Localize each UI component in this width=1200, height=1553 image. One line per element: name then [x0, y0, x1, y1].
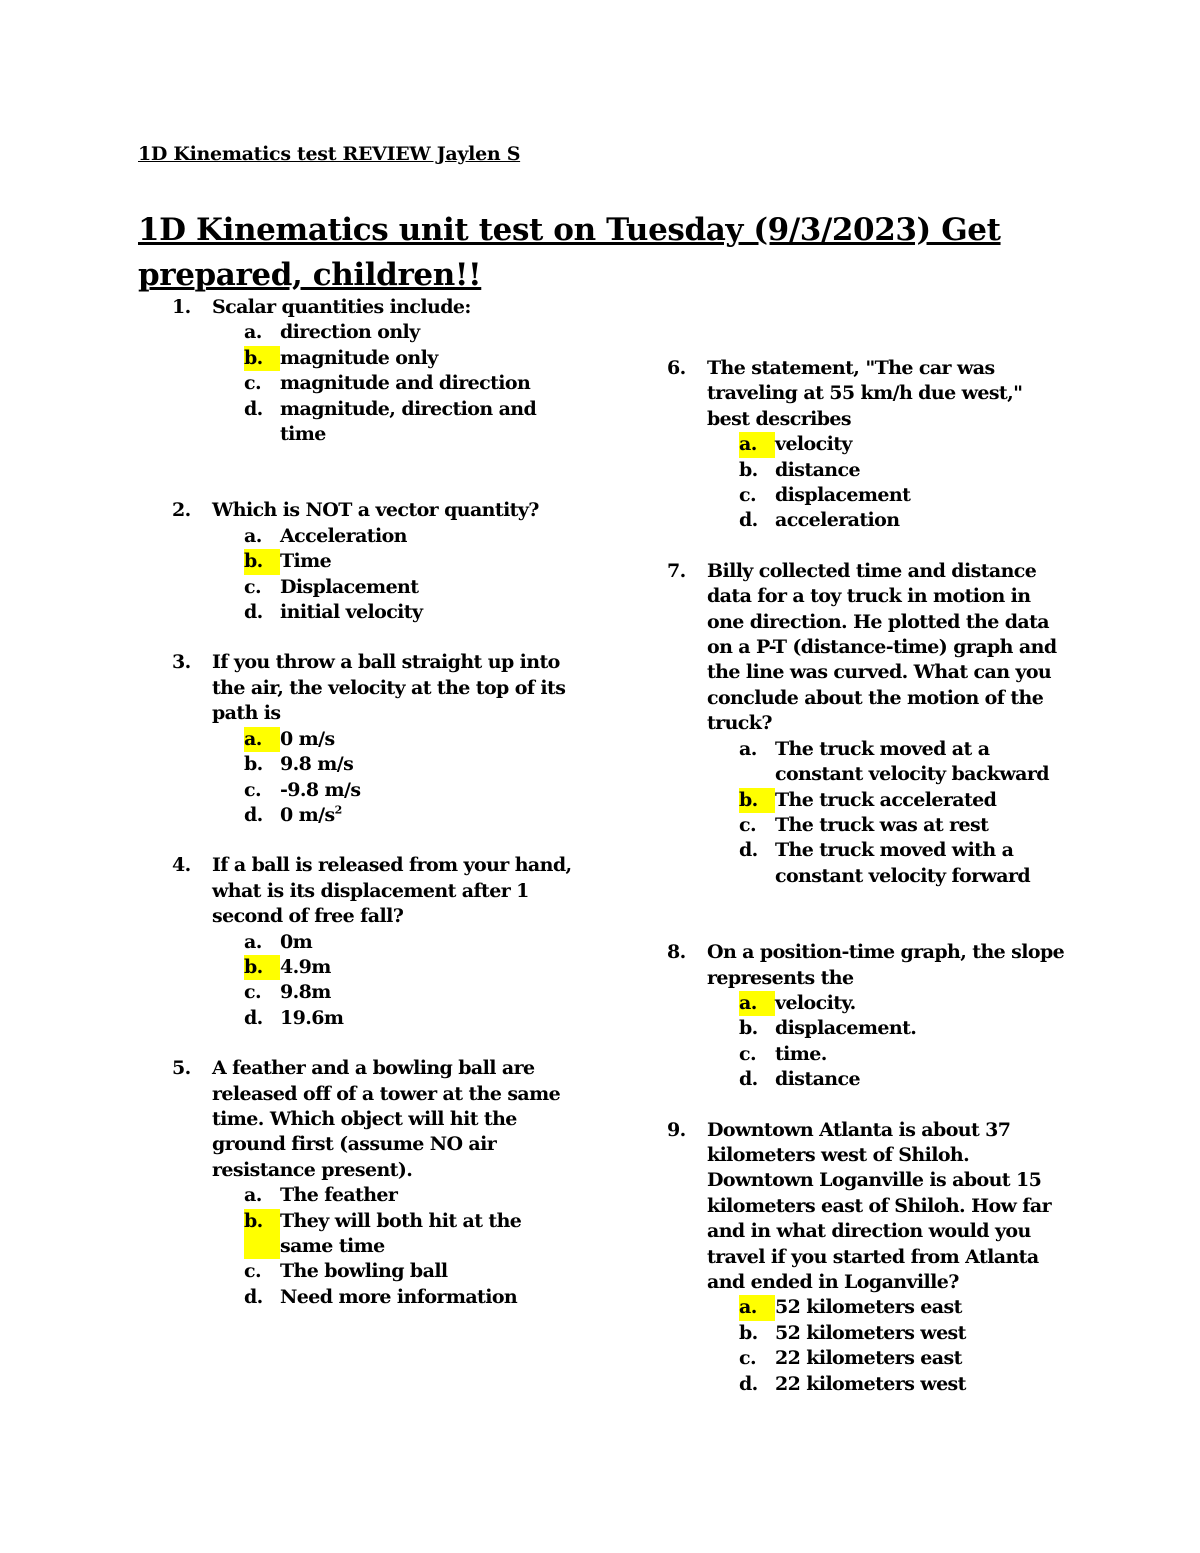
- question-8: [667, 940, 1067, 1092]
- question-number: 2.: [172, 499, 191, 522]
- question-1: [172, 295, 572, 447]
- answer-text-content: 19.6m: [280, 1006, 344, 1029]
- answer-letter: d.: [739, 509, 758, 532]
- answer-option: [739, 432, 1067, 457]
- page-headline: [138, 208, 1068, 298]
- answer-letter: c.: [244, 778, 261, 801]
- answer-text-content: The truck moved at a constant velocity backward: [775, 737, 1049, 786]
- answer-text: [775, 1067, 1067, 1092]
- answer-letter: b.: [739, 458, 758, 481]
- answer-option: [244, 346, 572, 371]
- answer-option: [739, 838, 1067, 889]
- answer-text-content: distance: [775, 458, 860, 481]
- answer-letter: a.: [244, 524, 262, 547]
- question-stem: [172, 1056, 572, 1183]
- answer-text: [280, 1259, 572, 1284]
- answer-text-content: velocity.: [775, 991, 856, 1014]
- answer-letter: b.: [739, 1017, 758, 1040]
- answer-option: [739, 1346, 1067, 1371]
- answer-letter: c.: [739, 1347, 756, 1370]
- answer-letter: c.: [739, 484, 756, 507]
- question-number: 4.: [172, 854, 191, 877]
- answer-letter: d.: [244, 397, 263, 420]
- question-spacer: [667, 534, 1067, 559]
- answer-text-content: 9.8m: [280, 981, 331, 1004]
- answer-text: [280, 955, 572, 980]
- answer-option: [244, 727, 572, 752]
- answer-text-content: velocity: [775, 433, 852, 456]
- answer-text-content: Acceleration: [280, 524, 407, 547]
- question-text: If you throw a ball straight up into the air, the velocity at the top of its path is: [212, 651, 566, 725]
- answer-letter: b.: [739, 1321, 758, 1344]
- answer-text: [280, 575, 572, 600]
- answer-text-content: 22 kilometers east: [775, 1347, 962, 1370]
- answer-text-content: 4.9m: [280, 955, 331, 978]
- headline-text: 1D Kinematics unit test on Tuesday (9/3/2023) Get prepared, children!!: [138, 212, 1001, 293]
- answer-options: [172, 1183, 572, 1310]
- answer-text: [775, 737, 1067, 788]
- answer-option: [244, 803, 572, 828]
- superscript: 2: [334, 803, 342, 817]
- question-stem: [667, 1118, 1067, 1296]
- answer-text: [280, 600, 572, 625]
- answer-text-content: 22 kilometers west: [775, 1372, 966, 1395]
- answer-text-content: Displacement: [280, 575, 419, 598]
- answer-letter: c.: [244, 372, 261, 395]
- answer-text: [775, 788, 1067, 813]
- question-number: 6.: [667, 357, 686, 379]
- answer-letter: c.: [244, 1260, 261, 1283]
- answer-text: [775, 1016, 1067, 1041]
- answer-option: [244, 955, 572, 980]
- answer-letter: d.: [739, 1068, 758, 1091]
- answer-text-content: magnitude, direction and time: [280, 397, 537, 446]
- question-spacer: [172, 1031, 572, 1056]
- question-text: Which is NOT a vector quantity?: [212, 499, 539, 522]
- question-number: 3.: [172, 651, 191, 674]
- answer-letter: a.: [244, 930, 262, 953]
- answer-text-content: displacement.: [775, 1017, 917, 1040]
- answer-option: [739, 508, 1067, 533]
- answer-text-content: 52 kilometers east: [775, 1296, 962, 1319]
- answer-text-content: The bowling ball: [280, 1260, 448, 1283]
- answer-option: [739, 1016, 1067, 1041]
- highlighted-answer-letter: a.: [739, 991, 775, 1016]
- answer-option: [244, 1209, 572, 1260]
- answer-text: [280, 524, 572, 549]
- answer-text-content: acceleration: [775, 509, 900, 532]
- answer-option: [244, 778, 572, 803]
- answer-option: [739, 458, 1067, 483]
- answer-letter: a.: [244, 321, 262, 344]
- answer-letter: c.: [244, 981, 261, 1004]
- answer-text-content: 9.8 m/s: [280, 753, 354, 776]
- question-stem: [172, 650, 572, 726]
- answer-option: [244, 980, 572, 1005]
- answer-text-content: displacement: [775, 484, 911, 507]
- answer-text: [280, 1183, 572, 1208]
- question-text: Downtown Atlanta is about 37 kilometers west of Shiloh. Downtown Loganville is about 15 kilometers east of Shiloh. How far and in what direction would you travel if you started from Atlanta and ended in Loganville?: [707, 1118, 1051, 1293]
- answer-option: [244, 1259, 572, 1284]
- highlighted-answer-letter: a.: [739, 1295, 775, 1320]
- highlighted-answer-letter: a.: [244, 727, 280, 752]
- answer-letter: c.: [739, 1042, 756, 1065]
- question-number: 9.: [667, 1118, 686, 1141]
- answer-text-content: The truck accelerated: [775, 788, 997, 811]
- answer-text: [280, 1209, 572, 1260]
- answer-letter: c.: [739, 813, 756, 836]
- highlighted-answer-letter: b.: [244, 955, 280, 980]
- question-text: The statement, "The car was traveling at 55 km/h due west," best describes: [707, 357, 1023, 430]
- document-title: 1D Kinematics test REVIEW Jaylen S: [138, 143, 521, 165]
- answer-text-content: direction only: [280, 321, 420, 344]
- question-stem: [667, 356, 1067, 432]
- answer-option: [739, 1295, 1067, 1320]
- answer-text-content: The truck was at rest: [775, 813, 989, 836]
- answer-text: [280, 320, 572, 345]
- answer-text: [280, 752, 572, 777]
- answer-letter: d.: [739, 1372, 758, 1395]
- answer-letter: d.: [739, 839, 758, 862]
- question-text: Scalar quantities include:: [212, 296, 471, 318]
- answer-text-content: The feather: [280, 1184, 398, 1207]
- answer-option: [244, 575, 572, 600]
- answer-text: [775, 1295, 1067, 1320]
- answer-text: [775, 1042, 1067, 1067]
- answer-text: [280, 727, 572, 752]
- answer-options: [172, 320, 572, 447]
- question-stem: [172, 295, 572, 320]
- answer-text-content: Need more information: [280, 1285, 518, 1308]
- answer-text: [280, 397, 572, 448]
- answer-letter: a.: [739, 737, 757, 760]
- answer-option: [739, 1042, 1067, 1067]
- question-spacer: [172, 625, 572, 650]
- answer-text-content: 0 m/s: [280, 727, 335, 750]
- answer-options: [667, 1295, 1067, 1397]
- answer-option: [739, 991, 1067, 1016]
- question-2: [172, 498, 572, 625]
- answer-option: [739, 1067, 1067, 1092]
- answer-options: [667, 737, 1067, 889]
- answer-option: [244, 600, 572, 625]
- question-text: A feather and a bowling ball are released off of a tower at the same time. Which object will hit the ground first (assume NO air resistance present).: [212, 1057, 561, 1181]
- question-stem: [667, 559, 1067, 737]
- answer-text-content: The truck moved with a constant velocity forward: [775, 839, 1031, 887]
- answer-text: [280, 1006, 572, 1031]
- answer-option: [244, 1006, 572, 1031]
- highlighted-answer-letter: b.: [739, 788, 775, 813]
- answer-text-content: magnitude and direction: [280, 372, 531, 395]
- answer-option: [739, 788, 1067, 813]
- answer-letter: d.: [244, 1006, 263, 1029]
- answer-text: [280, 980, 572, 1005]
- answer-text-content: 0m: [280, 930, 313, 953]
- answer-text: [775, 1372, 1067, 1397]
- answer-text-content: Time: [280, 550, 332, 573]
- answer-text: [280, 1285, 572, 1310]
- question-number: 7.: [667, 559, 686, 582]
- answer-text-content: initial velocity: [280, 601, 423, 624]
- highlighted-answer-letter: b.: [244, 549, 280, 574]
- answer-option: [739, 1372, 1067, 1397]
- answer-text: [280, 549, 572, 574]
- highlighted-answer-letter: b.: [244, 1209, 280, 1260]
- question-spacer: [667, 889, 1067, 940]
- question-4: [172, 853, 572, 1031]
- answer-option: [244, 752, 572, 777]
- question-spacer: [172, 447, 572, 498]
- answer-text: [280, 930, 572, 955]
- answer-text: [775, 458, 1067, 483]
- question-text: Billy collected time and distance data for a toy truck in motion in one direction. He plotted the data on a P-T (distance-time) graph and the line was curved. What can you conclude about the motion of the truck?: [707, 559, 1057, 735]
- answer-text-content: distance: [775, 1068, 860, 1091]
- answer-letter: d.: [244, 1285, 263, 1308]
- answer-text-content: -9.8 m/s: [280, 778, 361, 801]
- answer-option: [244, 397, 572, 448]
- answer-option: [244, 1285, 572, 1310]
- right-column: [667, 356, 1067, 1397]
- answer-text: [280, 803, 572, 828]
- answer-text: [280, 778, 572, 803]
- answer-text: [775, 838, 1067, 889]
- answer-options: [172, 930, 572, 1032]
- answer-letter: d.: [244, 803, 263, 826]
- question-9: [667, 1118, 1067, 1397]
- answer-letter: c.: [244, 575, 261, 598]
- answer-text: [775, 432, 1067, 457]
- highlighted-answer-letter: b.: [244, 346, 280, 371]
- answer-option: [244, 320, 572, 345]
- question-7: [667, 559, 1067, 889]
- question-text: On a position-time graph, the slope represents the: [707, 941, 1065, 989]
- question-spacer: [667, 1093, 1067, 1118]
- question-number: 8.: [667, 941, 686, 964]
- answer-text: [775, 991, 1067, 1016]
- question-stem: [667, 940, 1067, 991]
- answer-options: [667, 432, 1067, 534]
- answer-option: [244, 549, 572, 574]
- question-spacer: [172, 828, 572, 853]
- answer-text: [775, 1321, 1067, 1346]
- answer-option: [739, 813, 1067, 838]
- question-6: [667, 356, 1067, 534]
- answer-option: [739, 1321, 1067, 1346]
- question-text: If a ball is released from your hand, what is its displacement after 1 second of free fall?: [212, 854, 572, 928]
- answer-text: [775, 483, 1067, 508]
- answer-option: [739, 483, 1067, 508]
- answer-text: [280, 371, 572, 396]
- answer-text: [775, 508, 1067, 533]
- answer-option: [244, 1183, 572, 1208]
- answer-option: [739, 737, 1067, 788]
- question-stem: [172, 498, 572, 523]
- answer-text-content: They will both hit at the same time: [280, 1209, 522, 1257]
- answer-text: [775, 1346, 1067, 1371]
- answer-text-content: 52 kilometers west: [775, 1321, 966, 1344]
- answer-letter: b.: [244, 753, 263, 776]
- question-5: [172, 1056, 572, 1310]
- answer-text: [280, 346, 572, 371]
- answer-letter: a.: [244, 1184, 262, 1207]
- answer-option: [244, 930, 572, 955]
- question-number: 1.: [172, 296, 191, 318]
- highlighted-answer-letter: a.: [739, 432, 775, 457]
- answer-options: [667, 991, 1067, 1093]
- answer-text-content: 0 m/s: [280, 803, 335, 826]
- question-number: 5.: [172, 1057, 191, 1080]
- answer-option: [244, 524, 572, 549]
- answer-text-content: magnitude only: [280, 346, 438, 369]
- answer-letter: d.: [244, 601, 263, 624]
- answer-text: [775, 813, 1067, 838]
- answer-options: [172, 524, 572, 626]
- left-column: [172, 295, 572, 1310]
- question-3: [172, 650, 572, 828]
- answer-option: [244, 371, 572, 396]
- question-stem: [172, 853, 572, 929]
- answer-options: [172, 727, 572, 829]
- answer-text-content: time.: [775, 1042, 827, 1065]
